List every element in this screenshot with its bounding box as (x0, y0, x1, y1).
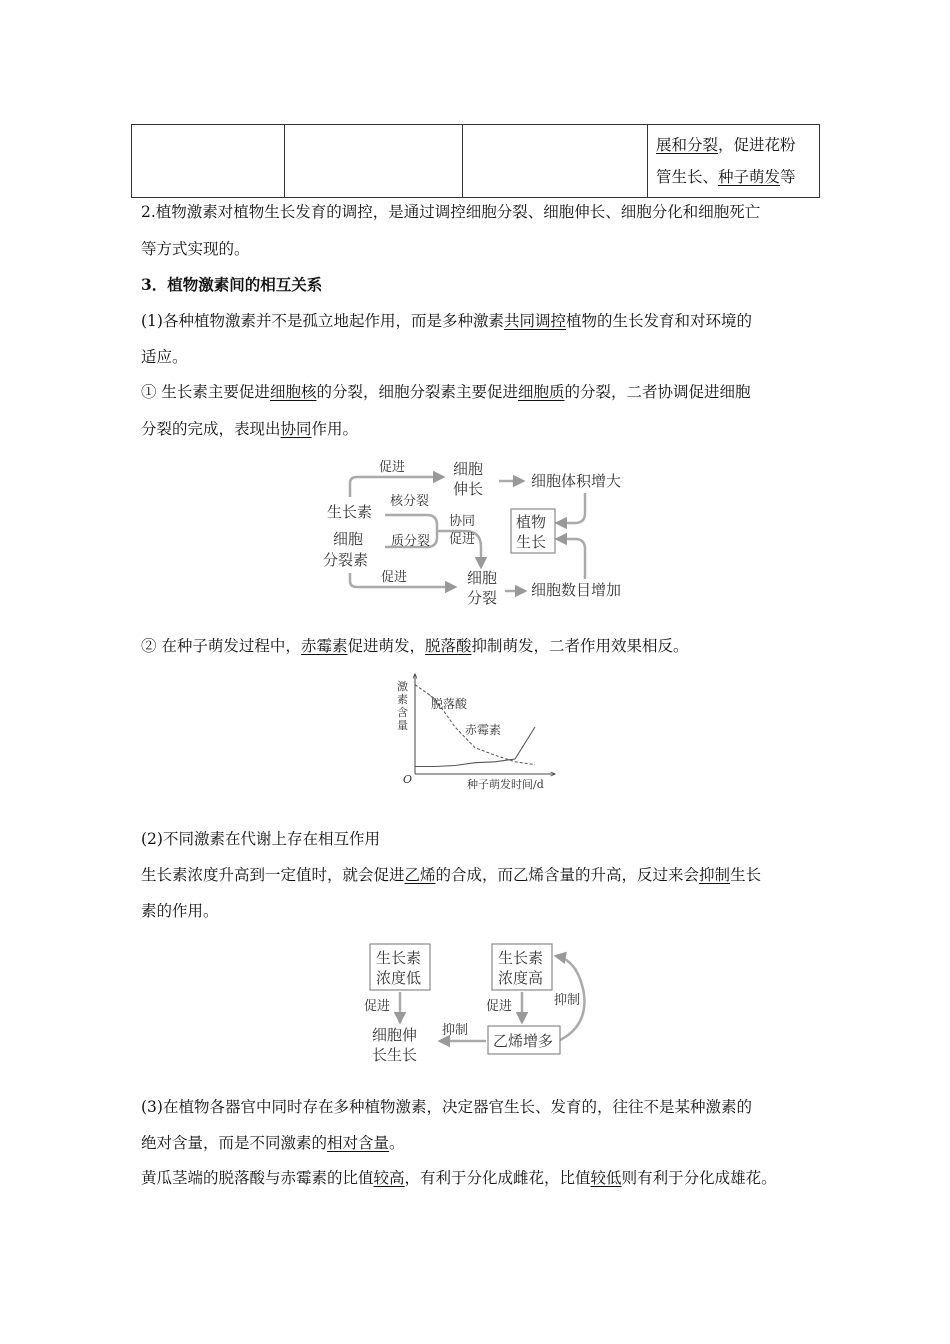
text-span: 生长 (730, 866, 762, 884)
underlined-term: 赤霉素 (300, 637, 348, 655)
series-label-abscisic-acid: 脱落酸 (431, 697, 468, 711)
auxin-text: 生长素 (327, 503, 373, 521)
y-axis-label (397, 680, 408, 732)
auxin-ethylene-diagram (360, 938, 600, 1070)
cytoplasm-division-label: 质分裂 (391, 534, 431, 549)
paragraph-3-3-line-2 (141, 1133, 405, 1153)
volume-increase-text: 细胞体积增大 (531, 472, 622, 490)
synergy-label-2: 促进 (449, 532, 476, 547)
table-cell (648, 125, 820, 198)
text-span: 。 (389, 1134, 405, 1152)
growth-text-2: 长生长 (372, 1046, 418, 1064)
paragraph-3-2-line-1 (141, 865, 761, 885)
promote-left-label: 促进 (364, 999, 391, 1014)
text-span: 的合成，而乙烯含量的升高，反过来会 (435, 866, 700, 884)
paragraph-3-2-title: (2)不同激素在代谢上存在相互作用 (141, 830, 380, 848)
y-axis-label-char: 含 (397, 706, 408, 719)
underlined-term: 细胞质 (517, 383, 565, 401)
cell-elongation-text-1: 细胞 (453, 460, 484, 478)
table-row (132, 125, 820, 198)
paragraph-circle1-line-2 (141, 419, 358, 439)
cytokinin-text-1: 细胞 (333, 530, 364, 548)
paragraph-3-3-line-1: (3)在植物各器官中同时存在多种植物激素，决定器官生长、发育的，往往不是某种激素的 (141, 1098, 752, 1116)
nuclear-division-label: 核分裂 (390, 494, 430, 509)
text-span: 等 (780, 168, 796, 186)
auxin-cytokinin-diagram (315, 455, 635, 615)
text-span: 的分裂，细胞分裂素主要促进 (316, 383, 518, 401)
table-cell (285, 125, 463, 198)
underlined-term: 相对含量 (327, 1134, 390, 1152)
underlined-term: 乙烯 (404, 866, 436, 884)
underlined-term: 展和分裂 (656, 136, 719, 154)
hormone-content-chart (385, 670, 575, 800)
underlined-term: 抑制 (699, 866, 731, 884)
cytokinin-text-2: 分裂素 (323, 551, 369, 569)
text-span: 生长素浓度升高到一定值时，就会促进 (141, 866, 405, 884)
underlined-term: 脱落酸 (424, 637, 472, 655)
number-increase-text: 细胞数目增加 (531, 581, 622, 599)
y-axis-label-char: 激 (397, 680, 408, 693)
text-span: 则有利于分化成雄花。 (621, 1169, 777, 1187)
text-span: ，促进花粉 (718, 136, 796, 154)
plant-growth-text-1: 植物 (516, 513, 547, 531)
paragraph-circle2 (141, 636, 689, 656)
text-span: 促进萌发， (347, 637, 425, 655)
paragraph-circle1-line-1 (141, 382, 751, 402)
paragraph-3-2-line-2: 素的作用。 (141, 902, 219, 920)
text-span: ② 在种子萌发过程中， (141, 637, 301, 655)
hormone-table-continuation (131, 124, 820, 198)
text-span: 管生长、 (656, 168, 719, 186)
text-span: 植物的生长发育和对环境的 (565, 312, 752, 330)
inhibit-bottom-label: 抑制 (442, 1023, 469, 1038)
paragraph-2-line-1: 2.植物激素对植物生长发育的调控，是通过调控细胞分裂、细胞伸长、细胞分化和细胞死亡 (141, 203, 761, 221)
table-cell (132, 125, 285, 198)
growth-text-1: 细胞伸 (372, 1026, 418, 1044)
text-span: (1)各种植物激素并不是孤立地起作用，而是多种激素 (141, 312, 504, 330)
x-axis-label: 种子萌发时间/d (467, 778, 544, 791)
table-cell-text (648, 125, 819, 197)
table-cell (463, 125, 648, 198)
origin-label: O (403, 773, 413, 786)
paragraph-3-1-line-2: 适应。 (141, 348, 188, 366)
plant-growth-text-2: 生长 (516, 533, 547, 551)
auxin-high-text-2: 浓度高 (498, 969, 544, 987)
section-heading-3: 3．植物激素间的相互关系 (141, 275, 323, 294)
auxin-high-text-1: 生长素 (498, 949, 544, 967)
underlined-term: 种子萌发 (718, 168, 781, 186)
underlined-term: 细胞核 (269, 383, 317, 401)
paragraph-last (141, 1168, 777, 1188)
ethylene-text: 乙烯增多 (493, 1032, 554, 1050)
underlined-term: 较高 (373, 1169, 405, 1187)
text-span: 的分裂，二者协调促进细胞 (564, 383, 751, 401)
inhibit-right-label: 抑制 (554, 993, 581, 1008)
cell-division-text-1: 细胞 (467, 569, 498, 587)
underlined-term: 共同调控 (503, 312, 566, 330)
y-axis-label-char: 量 (397, 719, 408, 732)
auxin-low-text-2: 浓度低 (376, 969, 422, 987)
underlined-term: 协同 (280, 420, 312, 438)
cell-elongation-text-2: 伸长 (453, 480, 484, 498)
y-axis-label-char: 素 (397, 693, 408, 706)
paragraph-2-line-2: 等方式实现的。 (141, 240, 250, 258)
volume-to-growth-arrow (557, 493, 585, 523)
text-span: 绝对含量，而是不同激素的 (141, 1134, 328, 1152)
text-span: 作用。 (311, 420, 359, 438)
promote-top-label: 促进 (379, 460, 406, 475)
promote-right-label: 促进 (486, 999, 513, 1014)
underlined-term: 较低 (590, 1169, 622, 1187)
cell-division-text-2: 分裂 (467, 589, 498, 607)
series-label-gibberellin: 赤霉素 (465, 723, 502, 737)
auxin-low-text-1: 生长素 (376, 949, 422, 967)
text-span: 黄瓜茎端的脱落酸与赤霉素的比值 (141, 1169, 374, 1187)
promote-bottom-label: 促进 (381, 570, 408, 585)
text-span: 抑制萌发，二者作用效果相反。 (471, 637, 689, 655)
text-span: ① 生长素主要促进 (141, 383, 270, 401)
text-span: 分裂的完成，表现出 (141, 420, 281, 438)
synergy-label-1: 协同 (449, 514, 476, 529)
number-to-growth-arrow (557, 539, 585, 579)
paragraph-3-1-line-1 (141, 311, 752, 331)
text-span: ，有利于分化成雌花，比值 (404, 1169, 591, 1187)
